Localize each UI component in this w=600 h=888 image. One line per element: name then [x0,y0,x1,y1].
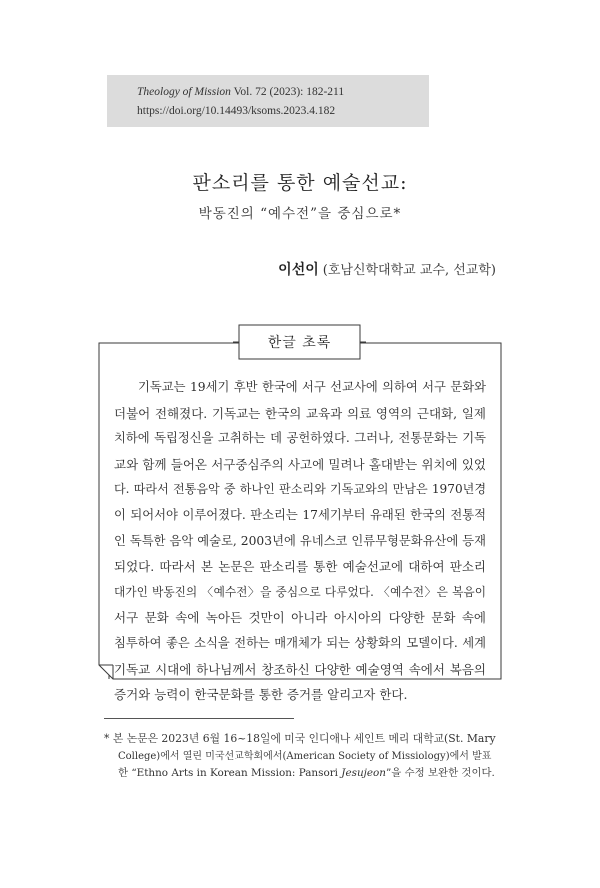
footnote-text-3a: 한 “Ethno Arts in Korean Mission: Pansori [118,767,342,779]
abstract-line: 침투하여 좋은 소식을 전하는 매개체가 되는 상황화의 모델이다. 세계 [114,635,486,650]
author-name: 이선이 [278,262,319,278]
abstract-line: 교와 함께 들어온 서구중심주의 사고에 밀려나 홀대받는 위치에 있었 [114,456,486,472]
doi-link[interactable]: https://doi.org/10.14493/ksoms.2023.4.182 [137,105,336,117]
abstract-line: 다. 따라서 전통음악 중 하나인 판소리와 기독교와의 만남은 1970년경 [114,482,486,497]
abstract-line: 인 독특한 음악 예술로, 2003년에 유네스코 인류무형문화유산에 등재 [114,533,486,548]
paper-subtitle: 박동진의 “예수전”을 중심으로* [198,206,402,222]
footnote-marker: * [104,732,110,745]
abstract-line: 더불어 전해졌다. 기독교는 한국의 교육과 의료 영역의 근대화, 일제 [114,405,486,421]
footnote-text-1: 본 논문은 2023년 6월 16~18일에 미국 인디애나 세인트 메리 대학교(St. Mary [112,732,496,745]
footnote-line [104,730,496,748]
footnote-line [104,765,496,783]
abstract-line: 증거와 능력이 한국문화를 통한 증거를 알리고자 한다. [114,687,408,703]
journal-year-pages: (2023): 182-211 [269,86,345,98]
journal-name: Theology of Mission [137,86,231,98]
footnote-line: College)에서 열린 미국선교학회에서(American Society of Missiology)에서 발표 [118,750,492,762]
abstract-line: 기독교 시대에 하나님께서 창조하신 다양한 예술영역 속에서 복음의 [114,661,486,677]
abstract-body [114,375,486,708]
abstract-line: 대가인 박동진의 〈예수전〉을 중심으로 다루었다. 〈예수전〉은 복음이 [114,584,486,599]
abstract-heading: 한글 초록 [267,335,332,351]
abstract-line: 되었다. 따라서 본 논문은 판소리를 통한 예술선교에 대하여 판소리 [114,559,486,575]
footnote-text-3b: ”을 수정 보완한 것이다. [385,767,495,779]
abstract-line: 기독교는 19세기 후반 한국에 서구 선교사에 의하여 서구 문화와 [138,380,486,394]
footnote-divider [104,718,294,719]
paper-title: 판소리를 통한 예술선교: [192,172,408,194]
footnote [104,730,496,783]
abstract-line: 서구 문화 속에 녹아든 것만이 아니라 아시아의 다양한 문화 속에 [114,610,486,626]
author-affiliation: (호남신학대학교 교수, 선교학) [322,263,496,278]
abstract-line: 이 되어서야 이루어졌다. 판소리는 17세기부터 유래된 한국의 전통적 [114,507,486,522]
journal-volume: Vol. 72 [233,86,267,98]
abstract-line: 치하에 독립정신을 고취하는 데 공헌하였다. 그러나, 전통문화는 기독 [114,431,486,446]
footnote-italic-title: Jesujeon [341,767,386,779]
